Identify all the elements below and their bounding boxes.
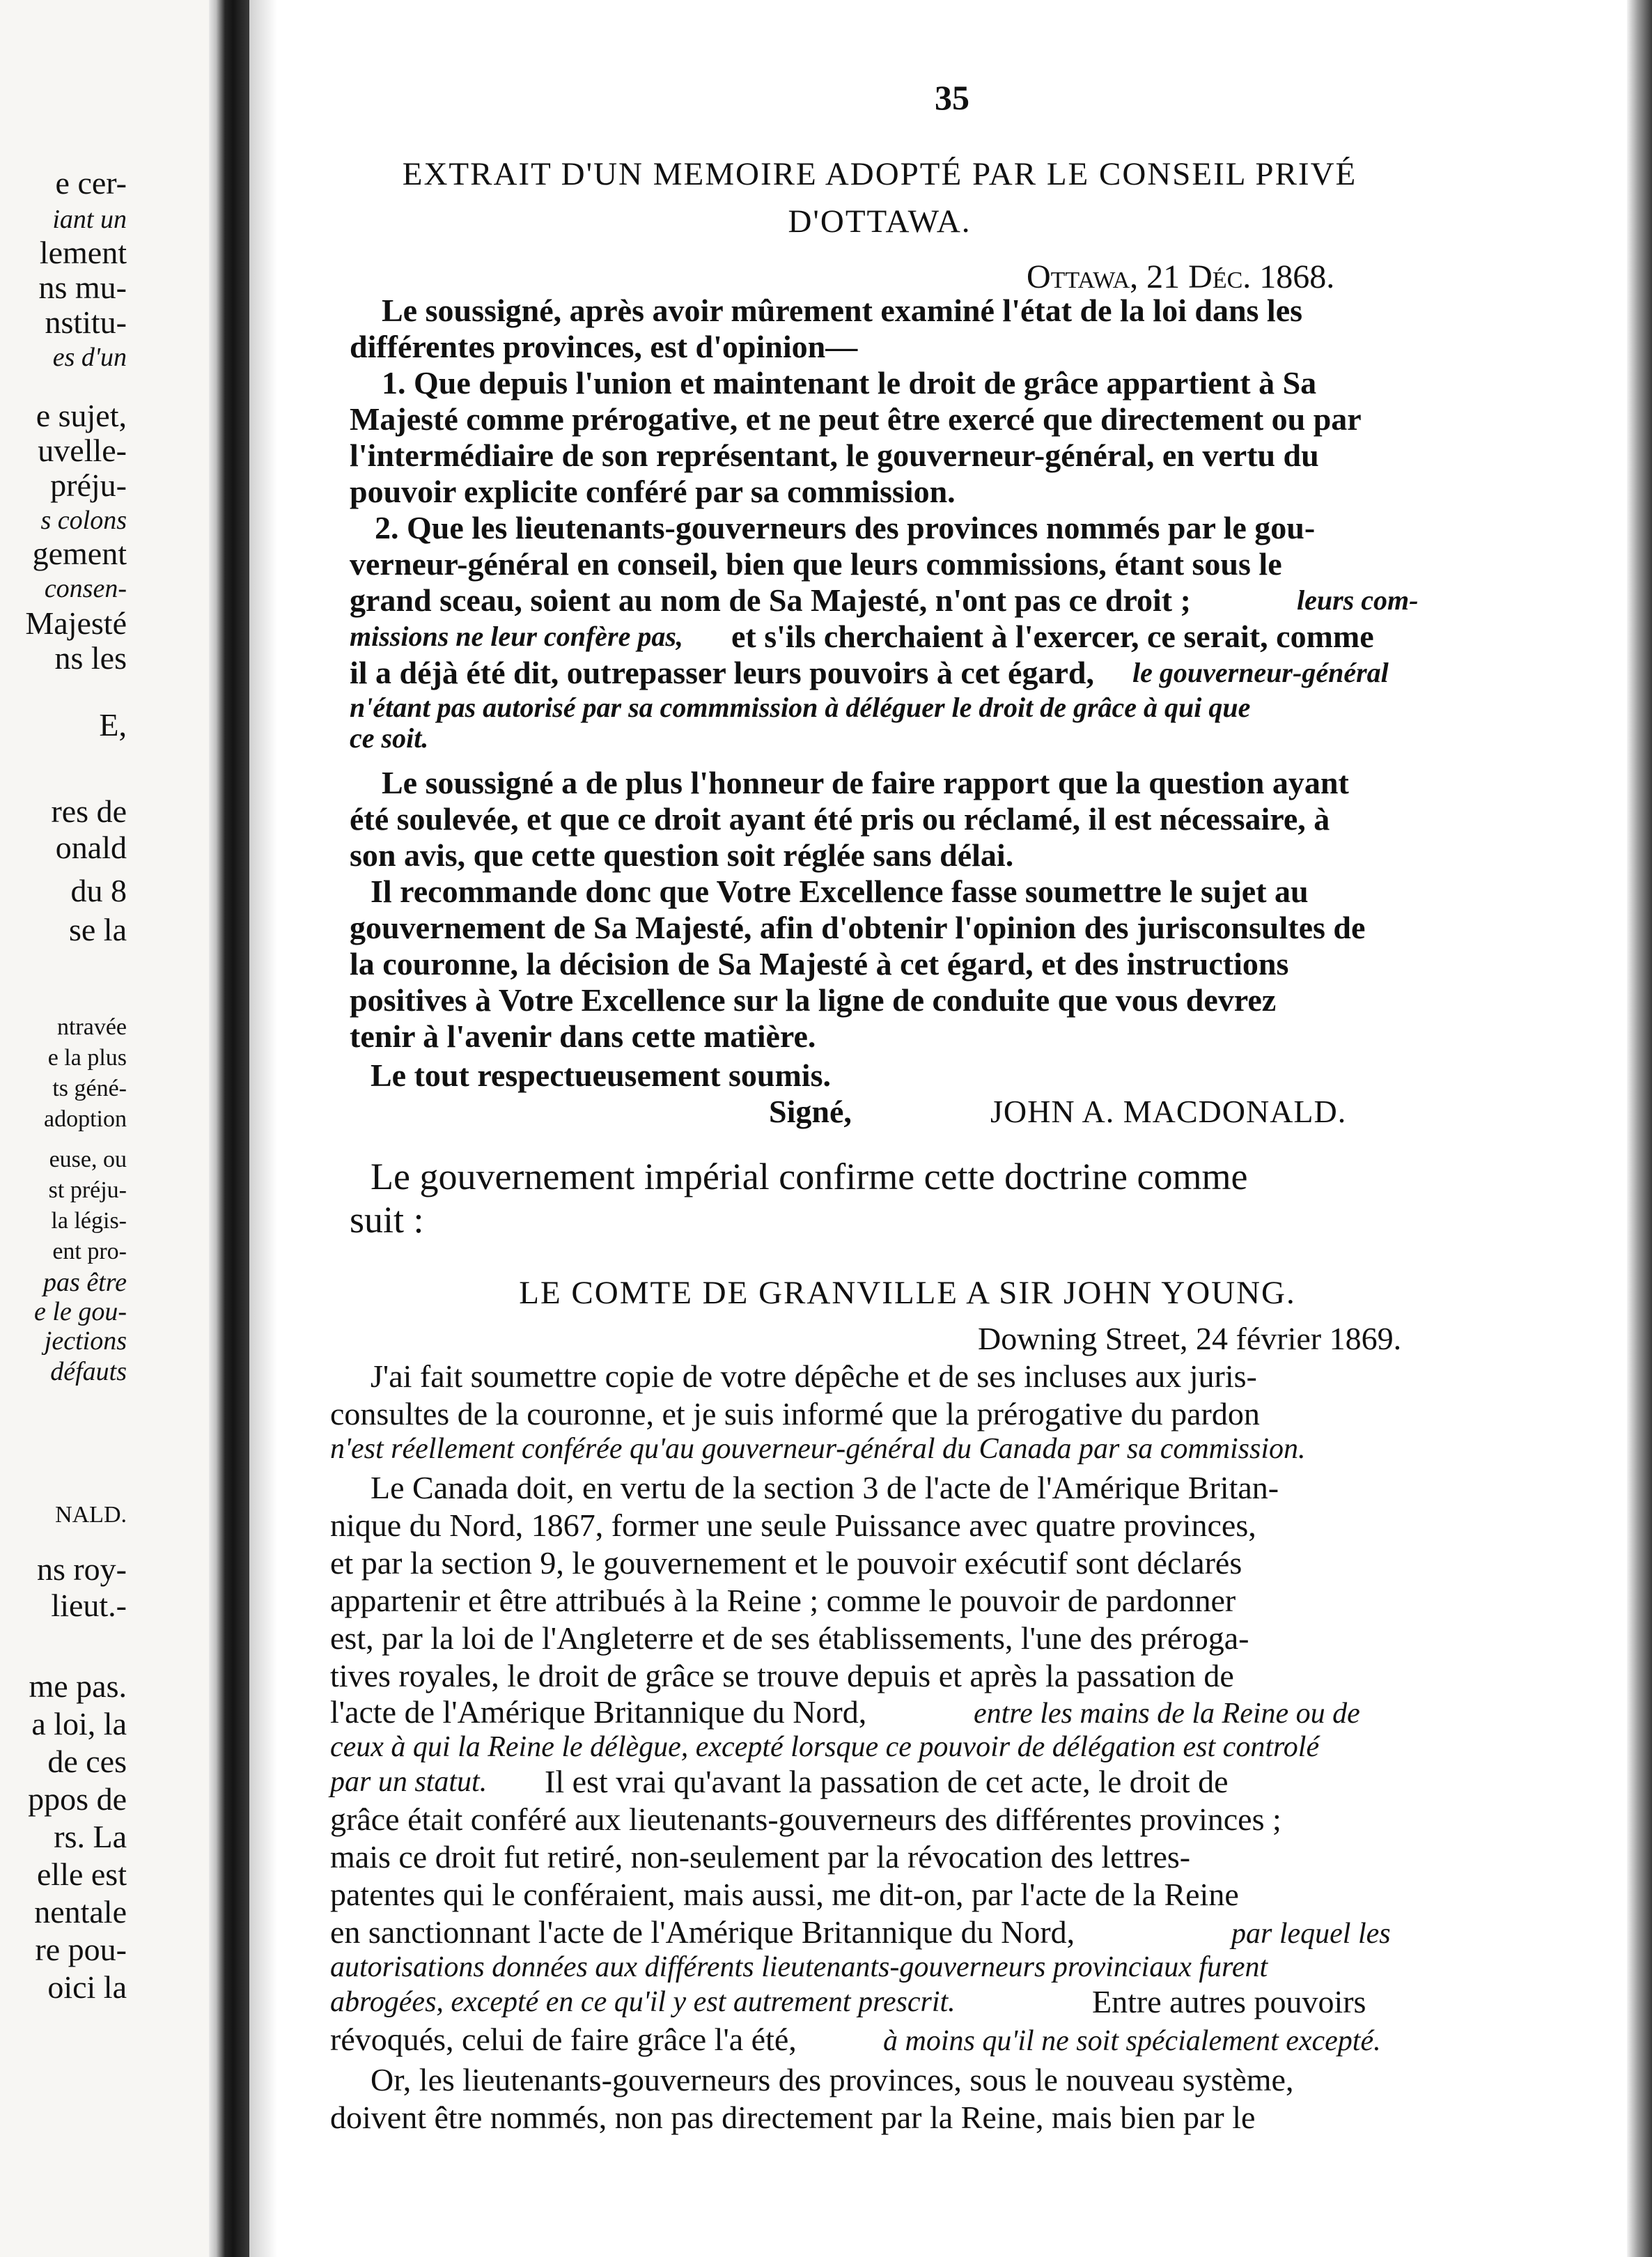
letter-line: est, par la loi de l'Angleterre et de ses établissements, l'une des préroga- (330, 1620, 1249, 1656)
letter-line: J'ai fait soumettre copie de votre dépêche et de ses incluses aux juris- (371, 1358, 1257, 1394)
left-fragment: me pas. (29, 1668, 127, 1704)
memoire-line: 1. Que depuis l'union et maintenant le droit de grâce appartient à Sa (382, 365, 1317, 401)
letter-line: révoqués, celui de faire grâce l'a été, (330, 2022, 797, 2057)
page-edge (1627, 0, 1652, 2257)
book-spine (209, 0, 249, 2257)
memoire-title-line2: D'OTTAWA. (788, 203, 972, 240)
left-fragment: consen- (44, 574, 127, 603)
letter-line: consultes de la couronne, et je suis informé que la prérogative du pardon (330, 1396, 1260, 1432)
left-fragment: e la plus (47, 1045, 127, 1071)
memoire-line: verneur-général en conseil, bien que leurs commissions, étant sous le (350, 546, 1282, 582)
memoire-line: tenir à l'avenir dans cette matière. (350, 1018, 816, 1054)
left-fragment: lement (39, 235, 127, 270)
memoire-italic-segment: n'étant pas autorisé par sa commmission à déléguer le droit de grâce à qui que (350, 692, 1251, 723)
memoire-signe: Signé, (769, 1094, 852, 1129)
letter-italic-segment: par lequel les (1231, 1918, 1391, 1950)
left-fragment: a loi, la (31, 1706, 127, 1742)
letter-line: patentes qui le conféraient, mais aussi, me dit-on, par l'acte de la Reine (330, 1877, 1239, 1912)
memoire-line: positives à Votre Excellence sur la ligne de conduite que vous devrez (350, 982, 1277, 1018)
confirmation-line2: suit : (350, 1199, 424, 1241)
left-fragment: se la (68, 912, 127, 947)
letter-italic-segment: à moins qu'il ne soit spécialement excepté. (883, 2025, 1381, 2057)
letter-line: appartenir et être attribués à la Reine ; comme le pouvoir de pardonner (330, 1583, 1236, 1618)
letter-line: nique du Nord, 1867, former une seule Puissance avec quatre provinces, (330, 1507, 1256, 1543)
memoire-line: 2. Que les lieutenants-gouverneurs des provinces nommés par le gou- (375, 510, 1316, 545)
memoire-italic-segment: ce soit. (350, 722, 429, 754)
letter-line: tives royales, le droit de grâce se trouve depuis et après la passation de (330, 1658, 1234, 1693)
memoire-line: la couronne, la décision de Sa Majesté à cet égard, et des instructions (350, 946, 1289, 982)
left-fragment: lieut.- (51, 1588, 127, 1623)
left-fragment: s colons (40, 506, 127, 535)
left-fragment: Majesté (25, 605, 127, 641)
letter-italic-segment: abrogées, excepté en ce qu'il y est autrement prescrit. (330, 1986, 956, 2018)
memoire-italic-segment: le gouverneur-général (1132, 657, 1389, 688)
left-fragment: ns les (54, 640, 127, 676)
memoire-line: Le soussigné, après avoir mûrement examiné l'état de la loi dans les (382, 293, 1303, 328)
left-fragment: jections (44, 1326, 127, 1356)
letter-heading: LE COMTE DE GRANVILLE A SIR JOHN YOUNG. (519, 1275, 1296, 1311)
left-fragment: elle est (37, 1856, 127, 1892)
letter-dateline: Downing Street, 24 février 1869. (978, 1321, 1402, 1356)
letter-line: Or, les lieutenants-gouverneurs des provinces, sous le nouveau système, (371, 2062, 1294, 2097)
left-fragment: iant un (52, 205, 127, 234)
left-fragment: gement (32, 536, 127, 571)
left-fragment: préju- (50, 467, 127, 503)
memoire-line: son avis, que cette question soit réglée sans délai. (350, 837, 1014, 873)
left-fragment: ent pro- (52, 1239, 127, 1264)
left-fragment: du 8 (70, 873, 127, 908)
letter-line: l'acte de l'Amérique Britannique du Nord, (330, 1694, 867, 1730)
letter-line: doivent être nommés, non pas directement par la Reine, mais bien par le (330, 2100, 1256, 2135)
memoire-line: Il recommande donc que Votre Excellence fasse soumettre le sujet au (371, 874, 1309, 909)
main-page (277, 0, 1627, 2257)
gutter-shadow (249, 0, 277, 2257)
memoire-line: différentes provinces, est d'opinion— (350, 329, 858, 364)
memoire-italic-segment: leurs com- (1297, 584, 1419, 616)
left-fragment: re pou- (35, 1932, 127, 1967)
letter-line: en sanctionnant l'acte de l'Amérique Britannique du Nord, (330, 1914, 1075, 1950)
left-fragment: e le gou- (34, 1297, 127, 1326)
memoire-line: pouvoir explicite conféré par sa commission. (350, 474, 956, 509)
left-fragment: pas être (43, 1268, 127, 1297)
left-fragment: es d'un (52, 343, 127, 372)
memoire-line: l'intermédiaire de son représentant, le gouverneur-général, en vertu du (350, 437, 1319, 473)
left-fragment: onald (55, 830, 127, 865)
memoire-line: Le tout respectueusement soumis. (371, 1057, 831, 1093)
memoire-signature: JOHN A. MACDONALD. (990, 1094, 1347, 1129)
letter-line: mais ce droit fut retiré, non-seulement par la révocation des lettres- (330, 1839, 1191, 1875)
left-facing-page (0, 0, 209, 2257)
letter-italic-line: ceux à qui la Reine le délègue, excepté lorsque ce pouvoir de délégation est controlé (330, 1731, 1320, 1763)
memoire-line: Majesté comme prérogative, et ne peut être exercé que directement ou par (350, 401, 1362, 437)
left-fragment: e sujet, (36, 398, 127, 433)
left-fragment: ntravée (56, 1014, 127, 1040)
left-fragment: ns roy- (36, 1551, 127, 1587)
left-fragment: rs. La (54, 1819, 127, 1854)
confirmation-line1: Le gouvernement impérial confirme cette doctrine comme (371, 1156, 1248, 1197)
memoire-title-line1: EXTRAIT D'UN MEMOIRE ADOPTÉ PAR LE CONSEIL PRIVÉ (402, 156, 1357, 192)
memoire-line: été soulevée, et que ce droit ayant été pris ou réclamé, il est nécessaire, à (350, 801, 1330, 837)
memoire-line: et s'ils cherchaient à l'exercer, ce serait, comme (731, 619, 1374, 654)
letter-italic-line: autorisations données aux différents lieutenants-gouverneurs provinciaux furent (330, 1951, 1268, 1983)
left-fragment: défauts (50, 1357, 127, 1386)
memoire-line: grand sceau, soient au nom de Sa Majesté, n'ont pas ce droit ; (350, 582, 1191, 618)
left-fragment: NALD. (55, 1502, 127, 1528)
left-fragment: uvelle- (38, 433, 127, 468)
left-fragment: res de (51, 793, 127, 829)
letter-line: grâce était conféré aux lieutenants-gouverneurs des différentes provinces ; (330, 1801, 1281, 1837)
letter-italic-line: n'est réellement conférée qu'au gouverneur-général du Canada par sa commission. (330, 1433, 1306, 1465)
memoire-line: il a déjà été dit, outrepasser leurs pouvoirs à cet égard, (350, 655, 1094, 690)
letter-line: et par la section 9, le gouvernement et le pouvoir exécutif sont déclarés (330, 1545, 1242, 1581)
left-fragment: ts géné- (52, 1076, 127, 1101)
memoire-line: Le soussigné a de plus l'honneur de faire rapport que la question ayant (382, 765, 1349, 800)
memoire-line: gouvernement de Sa Majesté, afin d'obtenir l'opinion des jurisconsultes de (350, 910, 1366, 945)
left-fragment: nentale (34, 1894, 127, 1930)
left-fragment: ppos de (28, 1781, 127, 1817)
left-fragment: e cer- (55, 165, 127, 201)
letter-line: Il est vrai qu'avant la passation de cet acte, le droit de (545, 1764, 1229, 1799)
left-fragment: la légis- (51, 1208, 127, 1234)
letter-line: Entre autres pouvoirs (1092, 1984, 1366, 2019)
left-fragment: euse, ou (49, 1147, 127, 1172)
left-fragment: ns mu- (38, 270, 127, 305)
left-fragment: nstitu- (45, 304, 127, 340)
letter-italic-segment: entre les mains de la Reine ou de (974, 1698, 1360, 1730)
left-fragment: E, (99, 707, 127, 743)
left-fragment: de ces (47, 1744, 127, 1779)
memoire-dateline: Ottawa, 21 Déc. 1868. (1027, 258, 1335, 295)
left-fragment: adoption (44, 1106, 127, 1132)
left-fragment: oici la (47, 1969, 127, 2005)
left-fragment: st préju- (48, 1177, 127, 1203)
letter-italic-segment: par un statut. (330, 1766, 488, 1798)
page-number: 35 (935, 78, 969, 117)
letter-line: Le Canada doit, en vertu de la section 3 de l'acte de l'Amérique Britan- (371, 1470, 1279, 1505)
memoire-italic-segment: missions ne leur confère pas, (350, 621, 683, 652)
